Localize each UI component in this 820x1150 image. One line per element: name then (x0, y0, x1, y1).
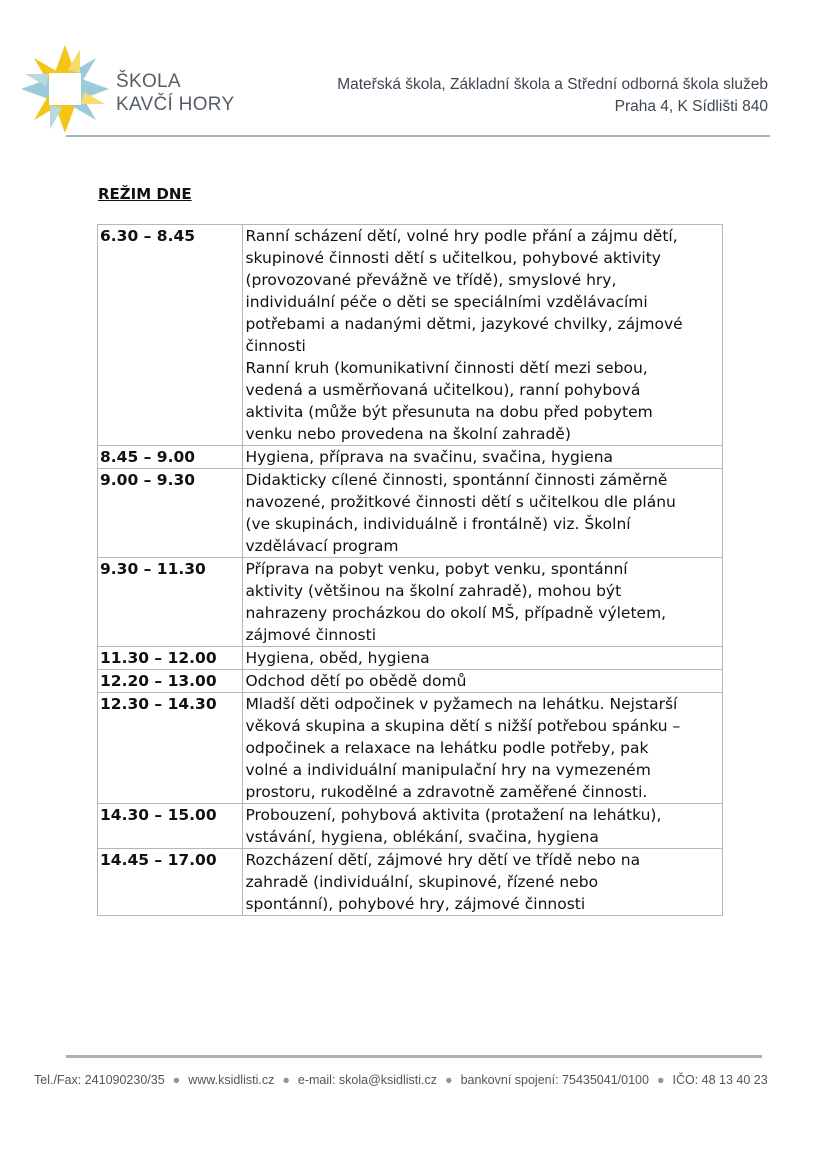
activity-cell (243, 804, 723, 849)
activity-line: Ranní kruh (komunikativní činnosti dětí mezi sebou, (245, 359, 648, 377)
footer-ico: IČO: 48 13 40 23 (672, 1073, 768, 1087)
activity-line: Probouzení, pohybová aktivita (protažení na lehátku), (245, 806, 662, 824)
table-row (98, 558, 723, 647)
activity-line: Odchod dětí po obědě domů (245, 672, 467, 690)
table-row (98, 225, 723, 446)
activity-line: spontánní), pohybové hry, zájmové činnosti (245, 895, 586, 913)
logo-text (116, 70, 234, 116)
school-address: Praha 4, K Sídlišti 840 (614, 98, 768, 115)
activity-line: Didakticky cílené činnosti, spontánní činnosti záměrně (245, 471, 668, 489)
time-cell: 9.00 – 9.30 (98, 469, 243, 558)
activity-cell (243, 849, 723, 916)
activity-line: (ve skupinách, individuálně i frontálně) viz. Školní (245, 515, 631, 533)
footer-phone: Tel./Fax: 241090230/35 (34, 1073, 165, 1087)
time-cell: 12.30 – 14.30 (98, 693, 243, 804)
table-row (98, 647, 723, 670)
activity-line: (provozované převážně ve třídě), smyslové hry, (245, 271, 617, 289)
activity-line: volné a individuální manipulační hry na vymezeném (245, 761, 651, 779)
activity-line: navozené, prožitkové činnosti dětí s učitelkou dle plánu (245, 493, 676, 511)
time-cell: 6.30 – 8.45 (98, 225, 243, 446)
table-row (98, 693, 723, 804)
activity-line: individuální péče o děti se speciálními vzdělávacími (245, 293, 648, 311)
time-cell: 8.45 – 9.00 (98, 446, 243, 469)
activity-line: věková skupina a skupina dětí s nižší potřebou spánku – (245, 717, 681, 735)
footer-email: e-mail: skola@ksidlisti.cz (297, 1073, 438, 1087)
activity-line: zájmové činnosti (245, 626, 377, 644)
school-info (337, 74, 768, 118)
activity-line: vstávání, hygiena, oblékání, svačina, hygiena (245, 828, 599, 846)
activity-cell (243, 693, 723, 804)
school-logo-icon (20, 44, 110, 134)
activity-cell (243, 670, 723, 693)
activity-line: odpočinek a relaxace na lehátku podle potřeby, pak (245, 739, 649, 757)
logo-line-1: ŠKOLA (116, 71, 181, 92)
activity-line: aktivity (většinou na školní zahradě), mohou být (245, 582, 622, 600)
bullet-icon: ● (282, 1073, 290, 1087)
activity-line: vedená a usměrňovaná učitelkou), ranní pohybová (245, 381, 641, 399)
time-cell: 14.30 – 15.00 (98, 804, 243, 849)
table-row (98, 849, 723, 916)
page-title: REŽIM DNE (98, 185, 192, 203)
bullet-icon: ● (445, 1073, 453, 1087)
activity-cell (243, 225, 723, 446)
bullet-icon: ● (172, 1073, 181, 1087)
school-name: Mateřská škola, Základní škola a Střední odborná škola služeb (337, 76, 768, 93)
time-cell: 14.45 – 17.00 (98, 849, 243, 916)
activity-cell (243, 558, 723, 647)
activity-line: venku nebo provedena na školní zahradě) (245, 425, 571, 443)
time-cell: 9.30 – 11.30 (98, 558, 243, 647)
activity-line: Hygiena, oběd, hygiena (245, 649, 430, 667)
activity-line: zahradě (individuální, skupinové, řízené nebo (245, 873, 599, 891)
activity-line: prostoru, rukodělné a zdravotně zaměřené činnosti. (245, 783, 648, 801)
activity-line: skupinové činnosti dětí s učitelkou, pohybové aktivity (245, 249, 661, 267)
activity-line: Rozcházení dětí, zájmové hry dětí ve třídě nebo na (245, 851, 641, 869)
footer-web: www.ksidlisti.cz (188, 1073, 275, 1087)
activity-line: Ranní scházení dětí, volné hry podle přání a zájmu dětí, (245, 227, 678, 245)
activity-cell (243, 469, 723, 558)
activity-line: činnosti (245, 337, 306, 355)
activity-line: Mladší děti odpočinek v pyžamech na lehátku. Nejstarší (245, 695, 678, 713)
logo-line-2: KAVČÍ HORY (116, 94, 235, 115)
activity-cell (243, 446, 723, 469)
activity-cell (243, 647, 723, 670)
header-divider (66, 135, 770, 137)
table-row (98, 446, 723, 469)
footer (34, 1073, 768, 1087)
footer-bank: bankovní spojení: 75435041/0100 (460, 1073, 649, 1087)
activity-line: vzdělávací program (245, 537, 399, 555)
time-cell: 12.20 – 13.00 (98, 670, 243, 693)
table-row (98, 469, 723, 558)
activity-line: Příprava na pobyt venku, pobyt venku, spontánní (245, 560, 628, 578)
table-row (98, 670, 723, 693)
bullet-icon: ● (656, 1073, 665, 1087)
time-cell: 11.30 – 12.00 (98, 647, 243, 670)
activity-line: aktivita (může být přesunuta na dobu před pobytem (245, 403, 653, 421)
activity-line: potřebami a nadanými dětmi, jazykové chvilky, zájmové (245, 315, 683, 333)
activity-line: Hygiena, příprava na svačinu, svačina, hygiena (245, 448, 614, 466)
table-row (98, 804, 723, 849)
activity-line: nahrazeny procházkou do okolí MŠ, případně výletem, (245, 604, 667, 622)
schedule-table (97, 224, 723, 916)
footer-divider (66, 1055, 762, 1058)
